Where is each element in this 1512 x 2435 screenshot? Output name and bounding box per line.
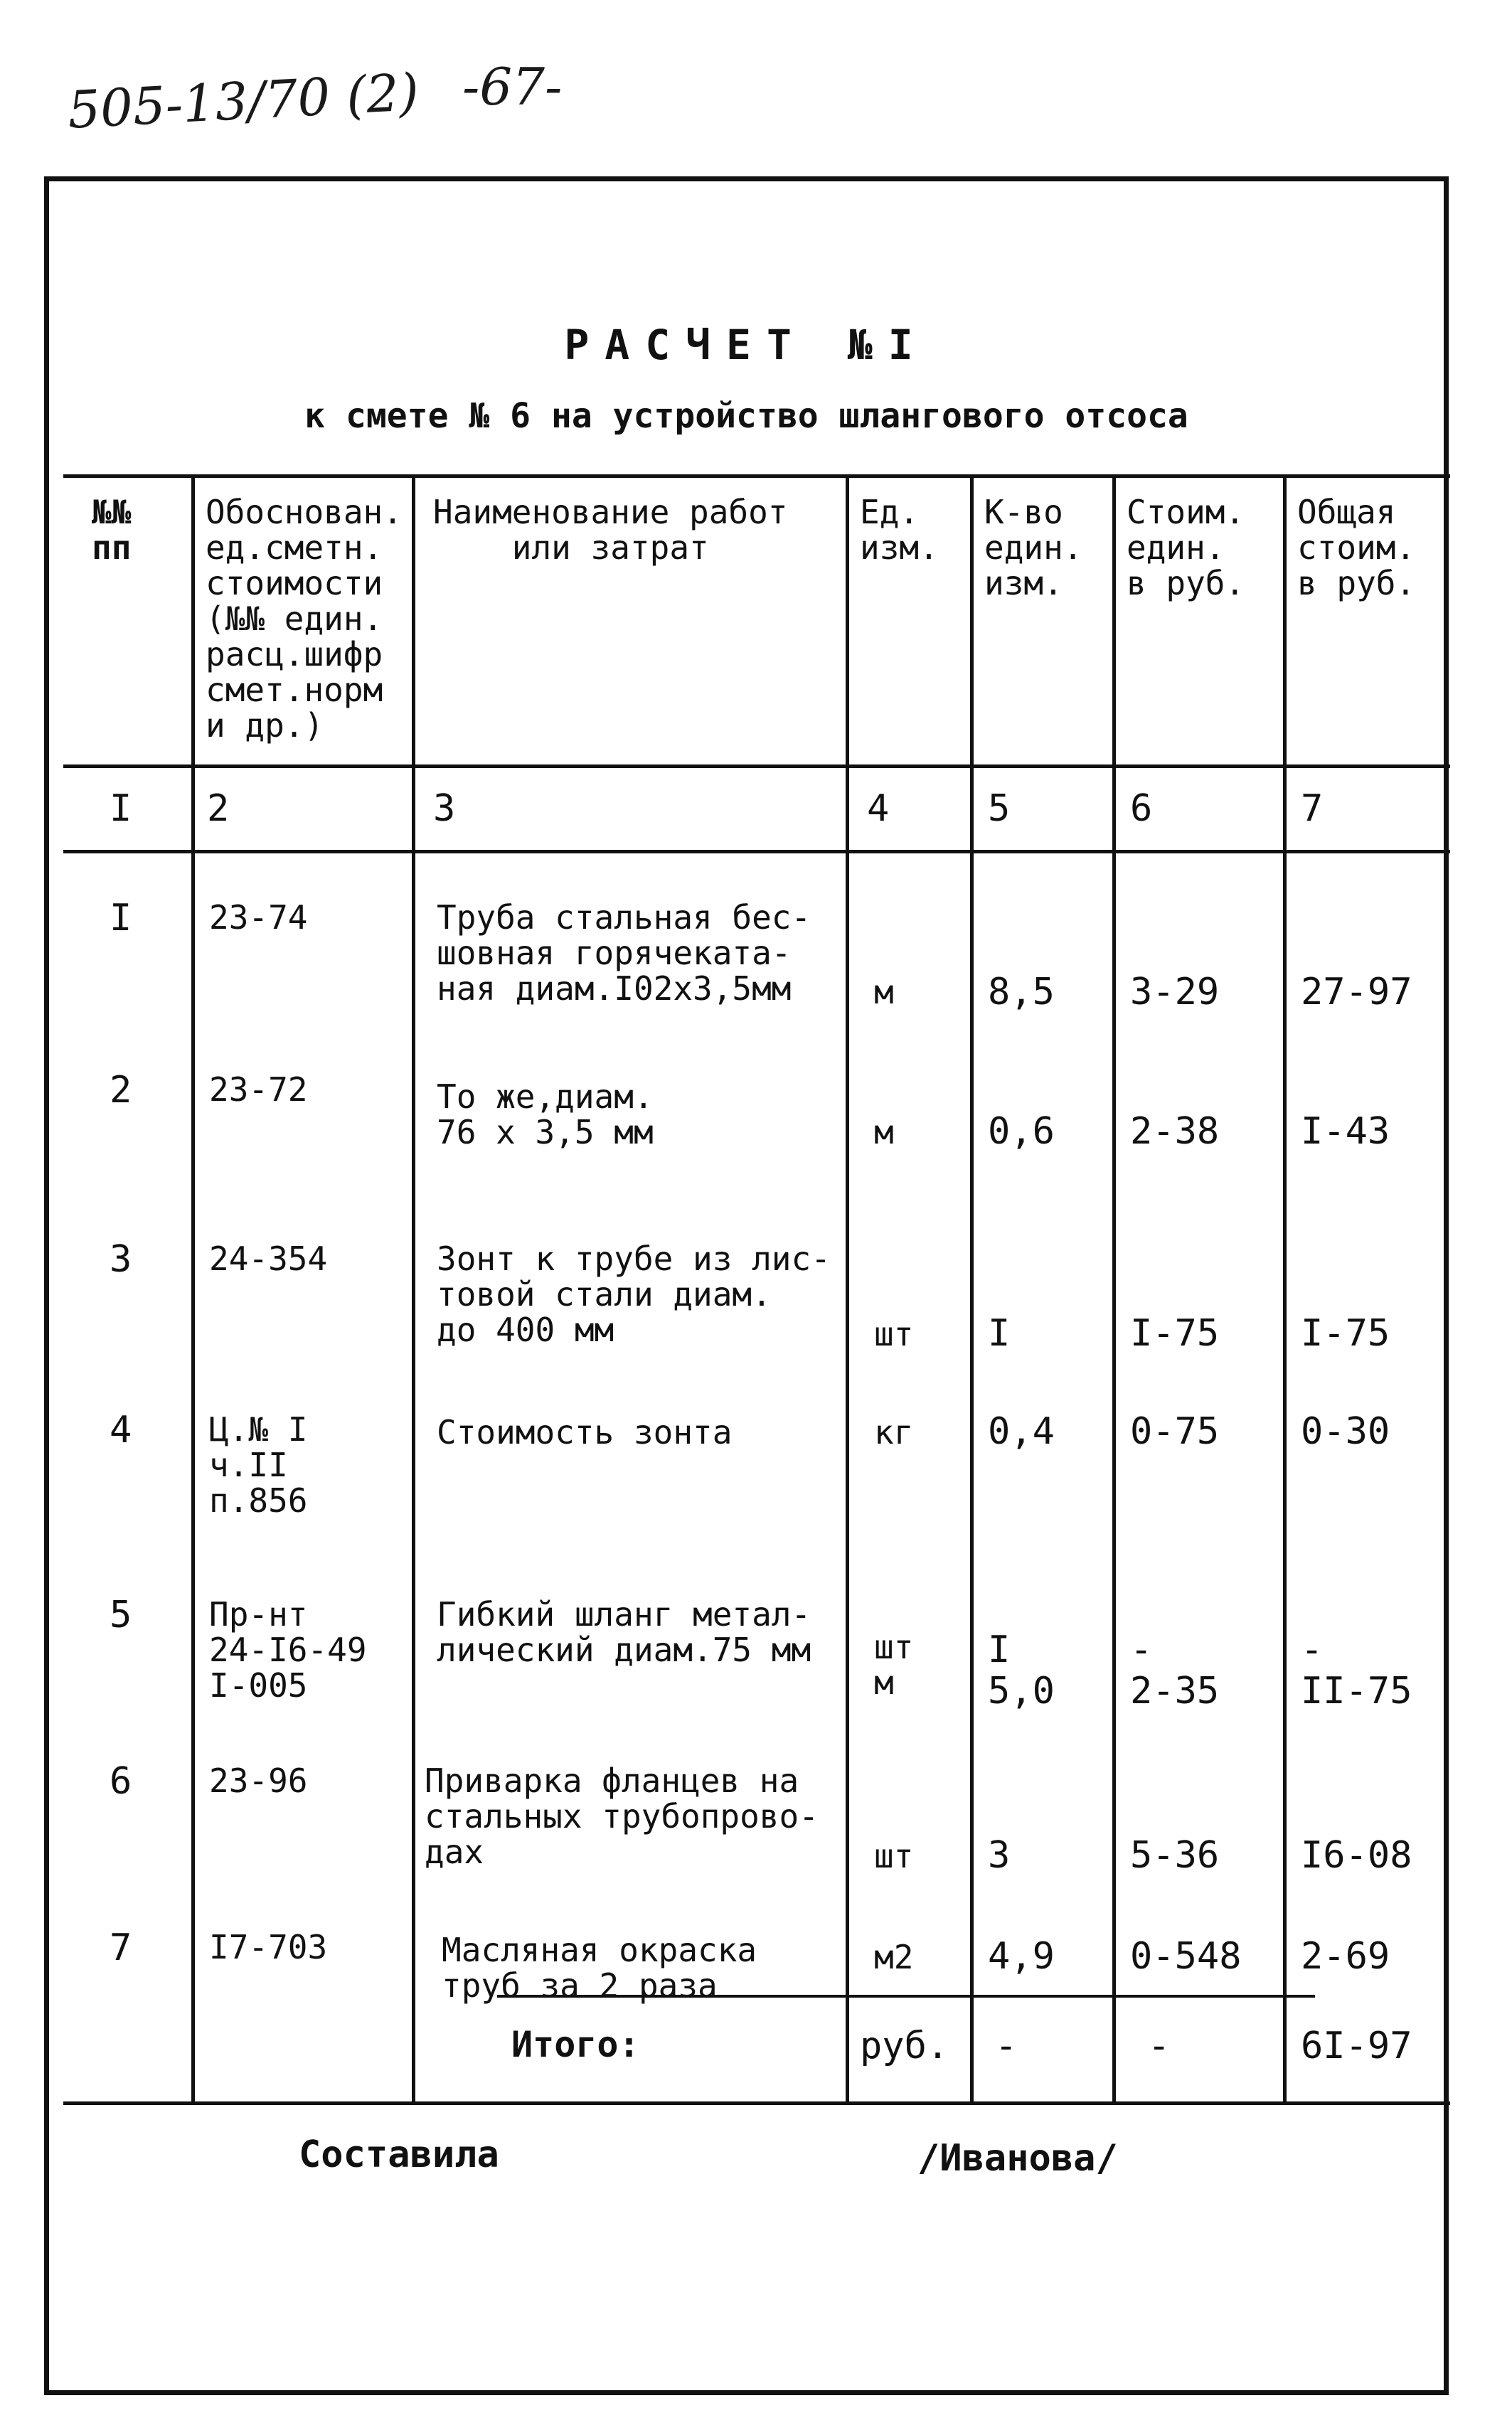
row-6-number: 6 (110, 1760, 132, 1803)
row-7-code: I7-703 (209, 1928, 328, 1966)
row-7-total: 2-69 (1301, 1935, 1390, 1978)
document-subtitle: к смете № 6 на устройство шлангового отсоса (304, 396, 1188, 436)
row-5-name: Гибкий шланг метал- лический диам.75 мм (437, 1595, 811, 1669)
header-col-6: Стоим. един. в руб. (1127, 493, 1245, 602)
header-col-7: Общая стоим. в руб. (1297, 493, 1416, 602)
row-1-price: 3-29 (1130, 971, 1220, 1013)
row-2-code: 23-72 (209, 1070, 308, 1109)
row-1-qty: 8,5 (988, 971, 1055, 1013)
col-number-1: I (110, 787, 132, 830)
header-col-4: Ед. изм. (860, 493, 939, 567)
header-col-3: Наименование работ или затрат (433, 493, 788, 567)
row-6-price: 5-36 (1130, 1834, 1220, 1877)
row-7-number: 7 (110, 1927, 132, 1969)
row-6-unit: шт (874, 1837, 914, 1875)
total-unit: руб. (860, 2025, 949, 2067)
col-number-2: 2 (207, 787, 230, 830)
row-3-unit: шт (874, 1315, 914, 1353)
header-bottom-rule (63, 764, 1450, 768)
col-divider-5 (1112, 474, 1116, 2103)
row-3-qty: I (988, 1312, 1011, 1355)
row-4-name: Стоимость зонта (437, 1413, 733, 1451)
document-title: РАСЧЕТ №I (564, 321, 929, 369)
row-1-number: I (110, 897, 132, 939)
row-7-price: 0-548 (1130, 1935, 1242, 1978)
col-number-4: 4 (867, 787, 890, 830)
row-1-unit: м (874, 973, 894, 1011)
row-7-name: Масляная окраска труб за 2 раза (442, 1931, 757, 2005)
row-3-price: I-75 (1130, 1312, 1220, 1355)
row-3-name: Зонт к трубе из лис- товой стали диам. до 400 мм (437, 1240, 831, 1349)
col-number-3: 3 (433, 787, 456, 830)
row-7-qty: 4,9 (988, 1935, 1055, 1978)
row-6-total: I6-08 (1301, 1834, 1412, 1877)
total-price: - (1148, 2025, 1171, 2067)
row-5-total: - II-75 (1301, 1629, 1412, 1712)
row-2-name: То же,диам. 76 х 3,5 мм (437, 1077, 654, 1151)
row-7-unit: м2 (874, 1938, 914, 1976)
row-2-qty: 0,6 (988, 1110, 1055, 1153)
row-6-qty: 3 (988, 1834, 1011, 1877)
row-2-total: I-43 (1301, 1110, 1390, 1153)
row-5-qty: I 5,0 (988, 1629, 1055, 1712)
total-label: Итого: (511, 2024, 640, 2065)
header-col-1: №№ пп (92, 493, 132, 567)
col-divider-2 (412, 474, 415, 2103)
header-col-2: Обоснован. ед.сметн. стоимости (№№ един. расц.шифр смет.норм и др.) (206, 493, 403, 745)
table-top-rule (63, 474, 1450, 478)
compiler-name: /Иванова/ (917, 2137, 1118, 2180)
col-number-7: 7 (1301, 787, 1324, 830)
document-frame (44, 176, 1449, 2395)
row-3-total: I-75 (1301, 1312, 1390, 1355)
handwritten-reference: 505-13/70 (2) (66, 62, 420, 140)
row-6-code: 23-96 (209, 1762, 308, 1800)
row-5-number: 5 (110, 1594, 132, 1636)
row-3-code: 24-354 (209, 1240, 328, 1278)
col-number-5: 5 (988, 787, 1011, 830)
row-4-price: 0-75 (1130, 1410, 1220, 1453)
col-number-6: 6 (1130, 787, 1153, 830)
col-divider-1 (191, 474, 195, 2103)
row-3-number: 3 (110, 1238, 132, 1281)
row-5-price: - 2-35 (1130, 1629, 1220, 1712)
header-col-5: К-во един. изм. (984, 493, 1083, 602)
row-5-unit: шт м (874, 1628, 914, 1702)
row-2-number: 2 (110, 1069, 132, 1112)
compiled-by-label: Составила (299, 2133, 499, 2176)
row-4-qty: 0,4 (988, 1410, 1055, 1453)
col-divider-6 (1283, 474, 1287, 2103)
col-divider-4 (970, 474, 974, 2103)
row-2-unit: м (874, 1113, 894, 1151)
row-2-price: 2-38 (1130, 1110, 1220, 1153)
row-1-code: 23-74 (209, 898, 308, 937)
row-6-name: Приварка фланцев на стальных трубопрово- дах (425, 1762, 819, 1871)
row-1-total: 27-97 (1301, 971, 1412, 1013)
row-4-total: 0-30 (1301, 1410, 1390, 1453)
total-qty: - (995, 2025, 1018, 2067)
row-1-name: Труба стальная бес- шовная горячеката- ная диам.I02х3,5мм (437, 898, 811, 1008)
row-4-unit: кг (874, 1413, 914, 1451)
row-5-code: Пр-нт 24-I6-49 I-005 (209, 1595, 367, 1705)
table-bottom-rule (63, 2101, 1450, 2105)
row-4-number: 4 (110, 1409, 132, 1451)
col-divider-3 (846, 474, 849, 2103)
col-numbers-bottom-rule (63, 850, 1450, 853)
handwritten-page-number: -67- (462, 57, 563, 117)
row-4-code: Ц.№ I ч.II п.856 (209, 1410, 308, 1520)
total-sum: 6I-97 (1301, 2025, 1412, 2067)
